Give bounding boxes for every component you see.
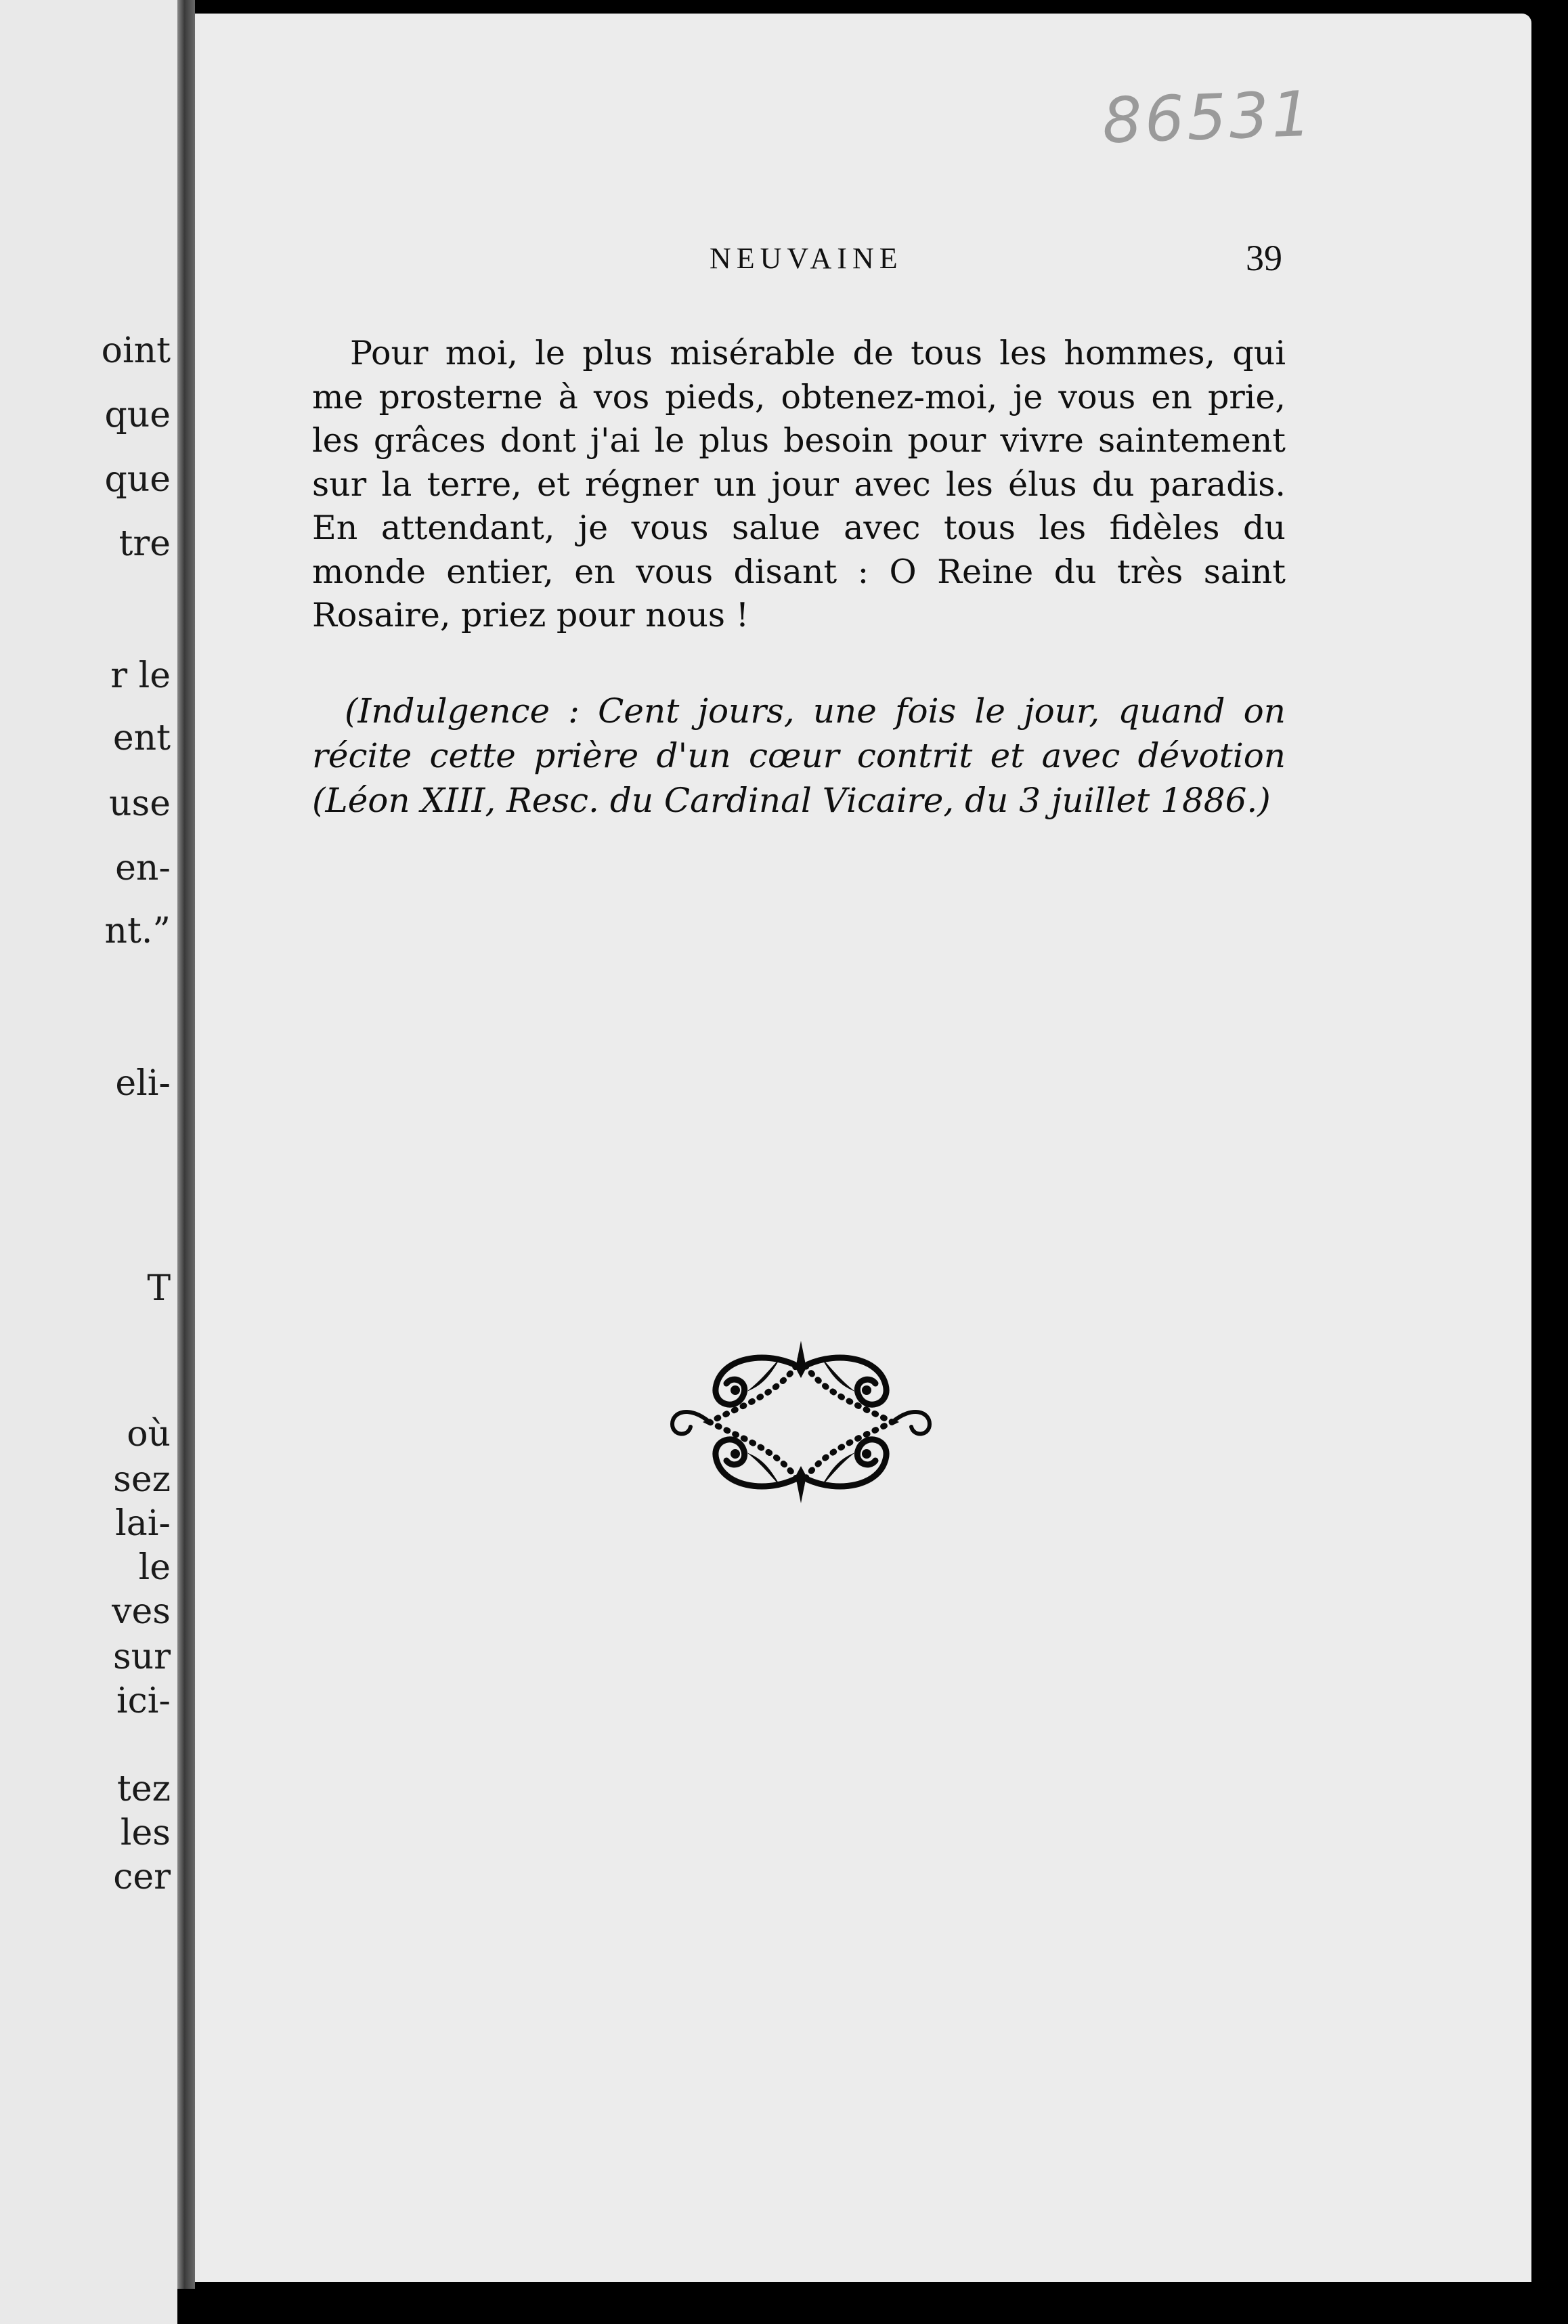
left-page-fragment: sez xyxy=(113,1459,171,1500)
prayer-paragraph: Pour moi, le plus misérable de tous les hommes, qui me prosterne à vos pieds, obtenez-moi, je vous en prie, les grâces dont j'ai le plus besoin pour vivre saintement sur la terre, et régner un jour avec les élus du paradis. En attendant, je vous salue avec tous les fidèles du monde entier, en vous disant : O Reine du très saint Rosaire, priez pour nous ! xyxy=(312,334,1286,634)
left-page-fragment: oint xyxy=(101,330,171,371)
left-page-fragment: use xyxy=(109,783,171,824)
left-page-fragment: nt.” xyxy=(104,911,171,951)
left-page-fragment: eli- xyxy=(115,1063,171,1104)
left-page-fragment: tre xyxy=(118,523,171,564)
left-page-fragment: cer xyxy=(113,1857,171,1897)
left-page-fragment: que xyxy=(104,459,171,500)
right-page xyxy=(195,14,1531,2282)
left-page-fragment: r le xyxy=(110,655,171,696)
left-facing-page xyxy=(0,0,177,2324)
left-page-fragment: sur xyxy=(112,1637,171,1677)
running-head: NEUVAINE xyxy=(710,242,903,275)
book-gutter xyxy=(177,0,195,2289)
left-page-fragment: lai- xyxy=(115,1503,171,1544)
indulgence-note: (Indulgence : Cent jours, une fois le jour, quand on récite cette prière d'un cœur contrit et avec dévotion (Léon XIII, Resc. du Cardinal Vicaire, du 3 juillet 1886.) xyxy=(312,691,1286,820)
left-page-fragment: ici- xyxy=(116,1681,171,1721)
left-page-fragment: ent xyxy=(112,718,171,758)
page-number: 39 xyxy=(1246,238,1282,278)
left-page-fragment: le xyxy=(138,1547,171,1588)
left-page-fragment: tez xyxy=(116,1769,171,1809)
left-page-fragment: que xyxy=(104,395,171,435)
fleuron-ornament-icon xyxy=(662,1337,940,1507)
left-page-fragment: ves xyxy=(112,1591,171,1632)
left-page-fragment: en- xyxy=(115,848,171,888)
handwritten-shelfmark: 86531 xyxy=(1101,77,1315,158)
left-page-fragment: T xyxy=(147,1268,171,1309)
left-page-fragment: où xyxy=(127,1414,171,1455)
left-page-fragment: les xyxy=(120,1813,171,1853)
